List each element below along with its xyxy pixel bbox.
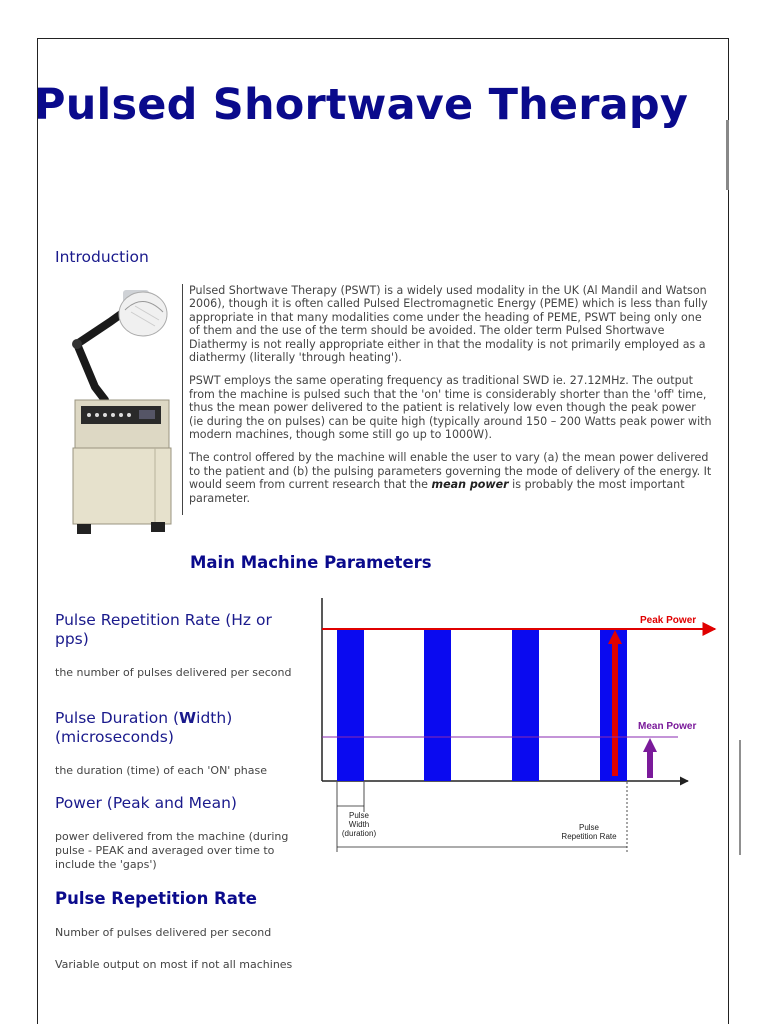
mean-power-emphasis: mean power — [431, 478, 509, 492]
intro-paragraph-3: The control offered by the machine will enable the user to vary (a) the mean power delivered to the patient and (b) the pulsing parameters governing the mode of delivery of the energy. It would seem from current research that the mean power is probably the most important parameter. — [189, 451, 712, 505]
power-description: power delivered from the machine (during pulse - PEAK and averaged over time to include the 'gaps') — [55, 830, 289, 871]
prr-section-heading: Pulse Repetition Rate — [55, 889, 257, 908]
machine-parameters-heading: Main Machine Parameters — [190, 553, 432, 572]
pulse-bar-2 — [424, 629, 451, 781]
pulse-duration-heading: Pulse Duration (Width) (microseconds) — [55, 709, 233, 746]
peak-power-label: Peak Power — [640, 615, 697, 626]
intro-heading: Introduction — [55, 248, 149, 266]
scroll-indicator — [726, 120, 729, 190]
machine-photo — [55, 282, 177, 540]
mean-power-label: Mean Power — [638, 721, 697, 732]
prr-label-2: Repetition Rate — [561, 832, 617, 841]
pulse-bar-1 — [337, 629, 364, 781]
page-title: Pulsed Shortwave Therapy — [34, 80, 689, 130]
pulse-bar-3 — [512, 629, 539, 781]
pulse-duration-description: the duration (time) of each 'ON' phase — [55, 764, 268, 777]
pulse-width-label-2: Width — [348, 820, 370, 829]
intro-paragraph-2: PSWT employs the same operating frequency as traditional SWD ie. 27.12MHz. The output from the machine is pulsed such that the 'on' time is considerably shorter than the 'off' time, thus the mean power delivered to the patient is relatively low even though the peak power (ie during the on pulses) can be quite high (typically around 150 – 200 Watts peak power with modern machines, though some still go up to 1000W). — [189, 374, 712, 442]
intro-text — [182, 284, 712, 515]
prr-description: the number of pulses delivered per second — [55, 666, 292, 679]
intro-paragraph-1: Pulsed Shortwave Therapy (PSWT) is a widely used modality in the UK (Al Mandil and Watson 2006), though it is often called Pulsed Electromagnetic Energy (PEME) which is less than fully appropriate in that many modalities come under the heading of PEME, PSWT being only one of them and the use of the term should be avoided. The older term Pulsed Shortwave Diathermy is not really appropriate either in that the modality is not primarily employed as a diathermy (literally 'through heating'). — [189, 284, 708, 365]
pulse-diagram — [310, 590, 745, 855]
power-heading: Power (Peak and Mean) — [55, 794, 237, 812]
prr-section-line-1: Number of pulses delivered per second — [55, 926, 272, 939]
prr-label-1: Pulse — [578, 823, 600, 832]
prr-section-line-2: Variable output on most if not all machines — [55, 958, 293, 971]
pulse-width-label-3: (duration) — [341, 829, 377, 838]
prr-heading: Pulse Repetition Rate (Hz or pps) — [55, 611, 272, 648]
pulse-width-label-1: Pulse — [348, 811, 370, 820]
